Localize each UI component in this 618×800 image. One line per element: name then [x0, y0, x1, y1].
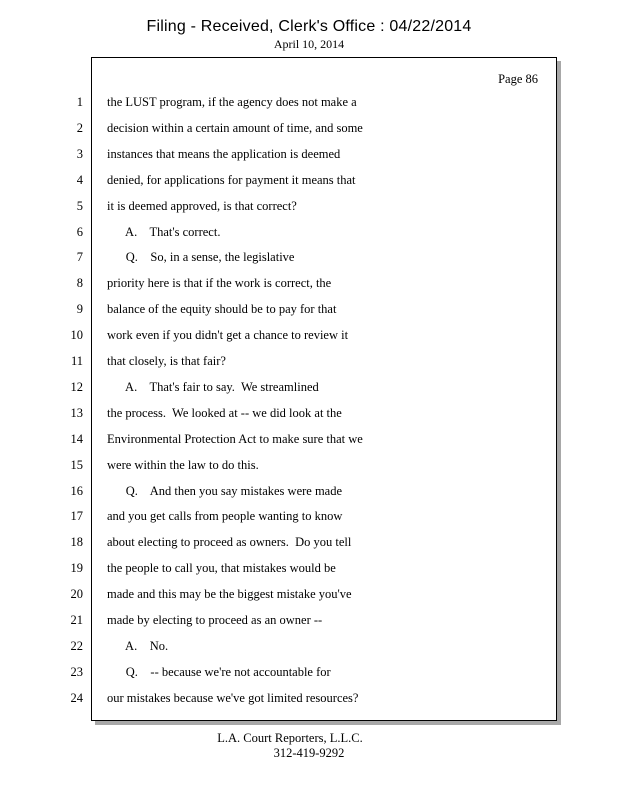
line-text: about electing to proceed as owners. Do you tell	[107, 535, 352, 550]
transcript-line	[0, 380, 618, 400]
transcript-line	[0, 535, 618, 555]
transcript-line	[0, 665, 618, 685]
line-text: Q. And then you say mistakes were made	[107, 483, 343, 498]
line-number: 4	[76, 172, 83, 187]
transcript-line	[0, 613, 618, 633]
transcript-line	[0, 432, 618, 452]
transcript-line	[0, 147, 618, 167]
line-text: that closely, is that fair?	[107, 354, 226, 368]
line-number: 5	[76, 198, 83, 213]
line-number: 9	[76, 302, 83, 317]
line-number: 20	[70, 587, 83, 602]
line-text: Environmental Protection Act to make sure that we	[107, 431, 363, 446]
line-text: were within the law to do this.	[107, 457, 259, 472]
footer-company: L.A. Court Reporters, L.L.C.	[217, 731, 363, 745]
line-text: A. That's correct.	[107, 224, 221, 239]
line-number: 15	[70, 457, 83, 472]
line-text: and you get calls from people wanting to know	[107, 509, 343, 524]
line-number: 17	[70, 509, 83, 524]
line-number: 10	[70, 328, 83, 343]
line-text: balance of the equity should be to pay for that	[107, 302, 337, 317]
line-text: it is deemed approved, is that correct?	[107, 198, 297, 213]
page-number: Page 86	[498, 72, 538, 86]
transcript-line	[0, 95, 618, 115]
transcript-line	[0, 458, 618, 478]
line-number: 13	[70, 405, 83, 420]
line-text: priority here is that if the work is correct, the	[107, 276, 332, 291]
transcript-line	[0, 225, 618, 245]
line-text: the process. We looked at -- we did look at the	[107, 405, 342, 420]
transcript-line	[0, 250, 618, 270]
line-number: 21	[70, 613, 83, 627]
transcript-line	[0, 199, 618, 219]
line-number: 7	[76, 250, 83, 265]
line-text: made and this may be the biggest mistake you've	[107, 587, 352, 602]
line-text: the LUST program, if the agency does not make a	[107, 95, 357, 109]
line-number: 19	[70, 561, 83, 576]
line-number: 14	[70, 431, 83, 446]
transcript-line	[0, 354, 618, 374]
line-text: denied, for applications for payment it means that	[107, 172, 356, 187]
transcript-line	[0, 121, 618, 141]
line-number: 23	[70, 664, 83, 679]
line-number: 22	[70, 638, 83, 653]
line-text: A. That's fair to say. We streamlined	[107, 379, 319, 394]
line-text: made by electing to proceed as an owner --	[107, 613, 323, 627]
transcript-line	[0, 302, 618, 322]
transcript-line	[0, 328, 618, 348]
line-number: 24	[70, 690, 83, 705]
line-number: 1	[76, 95, 83, 109]
transcript-line	[0, 639, 618, 659]
line-text: A. No.	[107, 638, 169, 653]
line-number: 12	[70, 379, 83, 394]
line-text: our mistakes because we've got limited resources?	[107, 690, 359, 705]
line-number: 2	[76, 120, 83, 135]
line-text: work even if you didn't get a chance to review it	[107, 328, 349, 343]
line-number: 16	[70, 483, 83, 498]
transcript-line	[0, 587, 618, 607]
transcript-line	[0, 561, 618, 581]
transcript-line	[0, 484, 618, 504]
transcript-line	[0, 691, 618, 711]
transcript-line	[0, 509, 618, 529]
transcript-line	[0, 276, 618, 296]
transcript-line	[0, 173, 618, 193]
line-number: 11	[70, 354, 83, 368]
line-text: instances that means the application is deemed	[107, 146, 341, 161]
footer-phone: 312-419-9292	[273, 746, 345, 760]
line-number: 6	[76, 224, 83, 239]
line-number: 18	[70, 535, 83, 550]
line-text: the people to call you, that mistakes would be	[107, 561, 336, 576]
line-number: 8	[76, 276, 83, 291]
filing-stamp-header: Filing - Received, Clerk's Office : 04/22/2014	[146, 18, 472, 35]
line-text: decision within a certain amount of time, and some	[107, 120, 363, 135]
line-text: Q. So, in a sense, the legislative	[107, 250, 295, 265]
line-text: Q. -- because we're not accountable for	[107, 664, 331, 679]
transcript-line	[0, 406, 618, 426]
deposition-date: April 10, 2014	[273, 37, 345, 51]
line-number: 3	[76, 146, 83, 161]
